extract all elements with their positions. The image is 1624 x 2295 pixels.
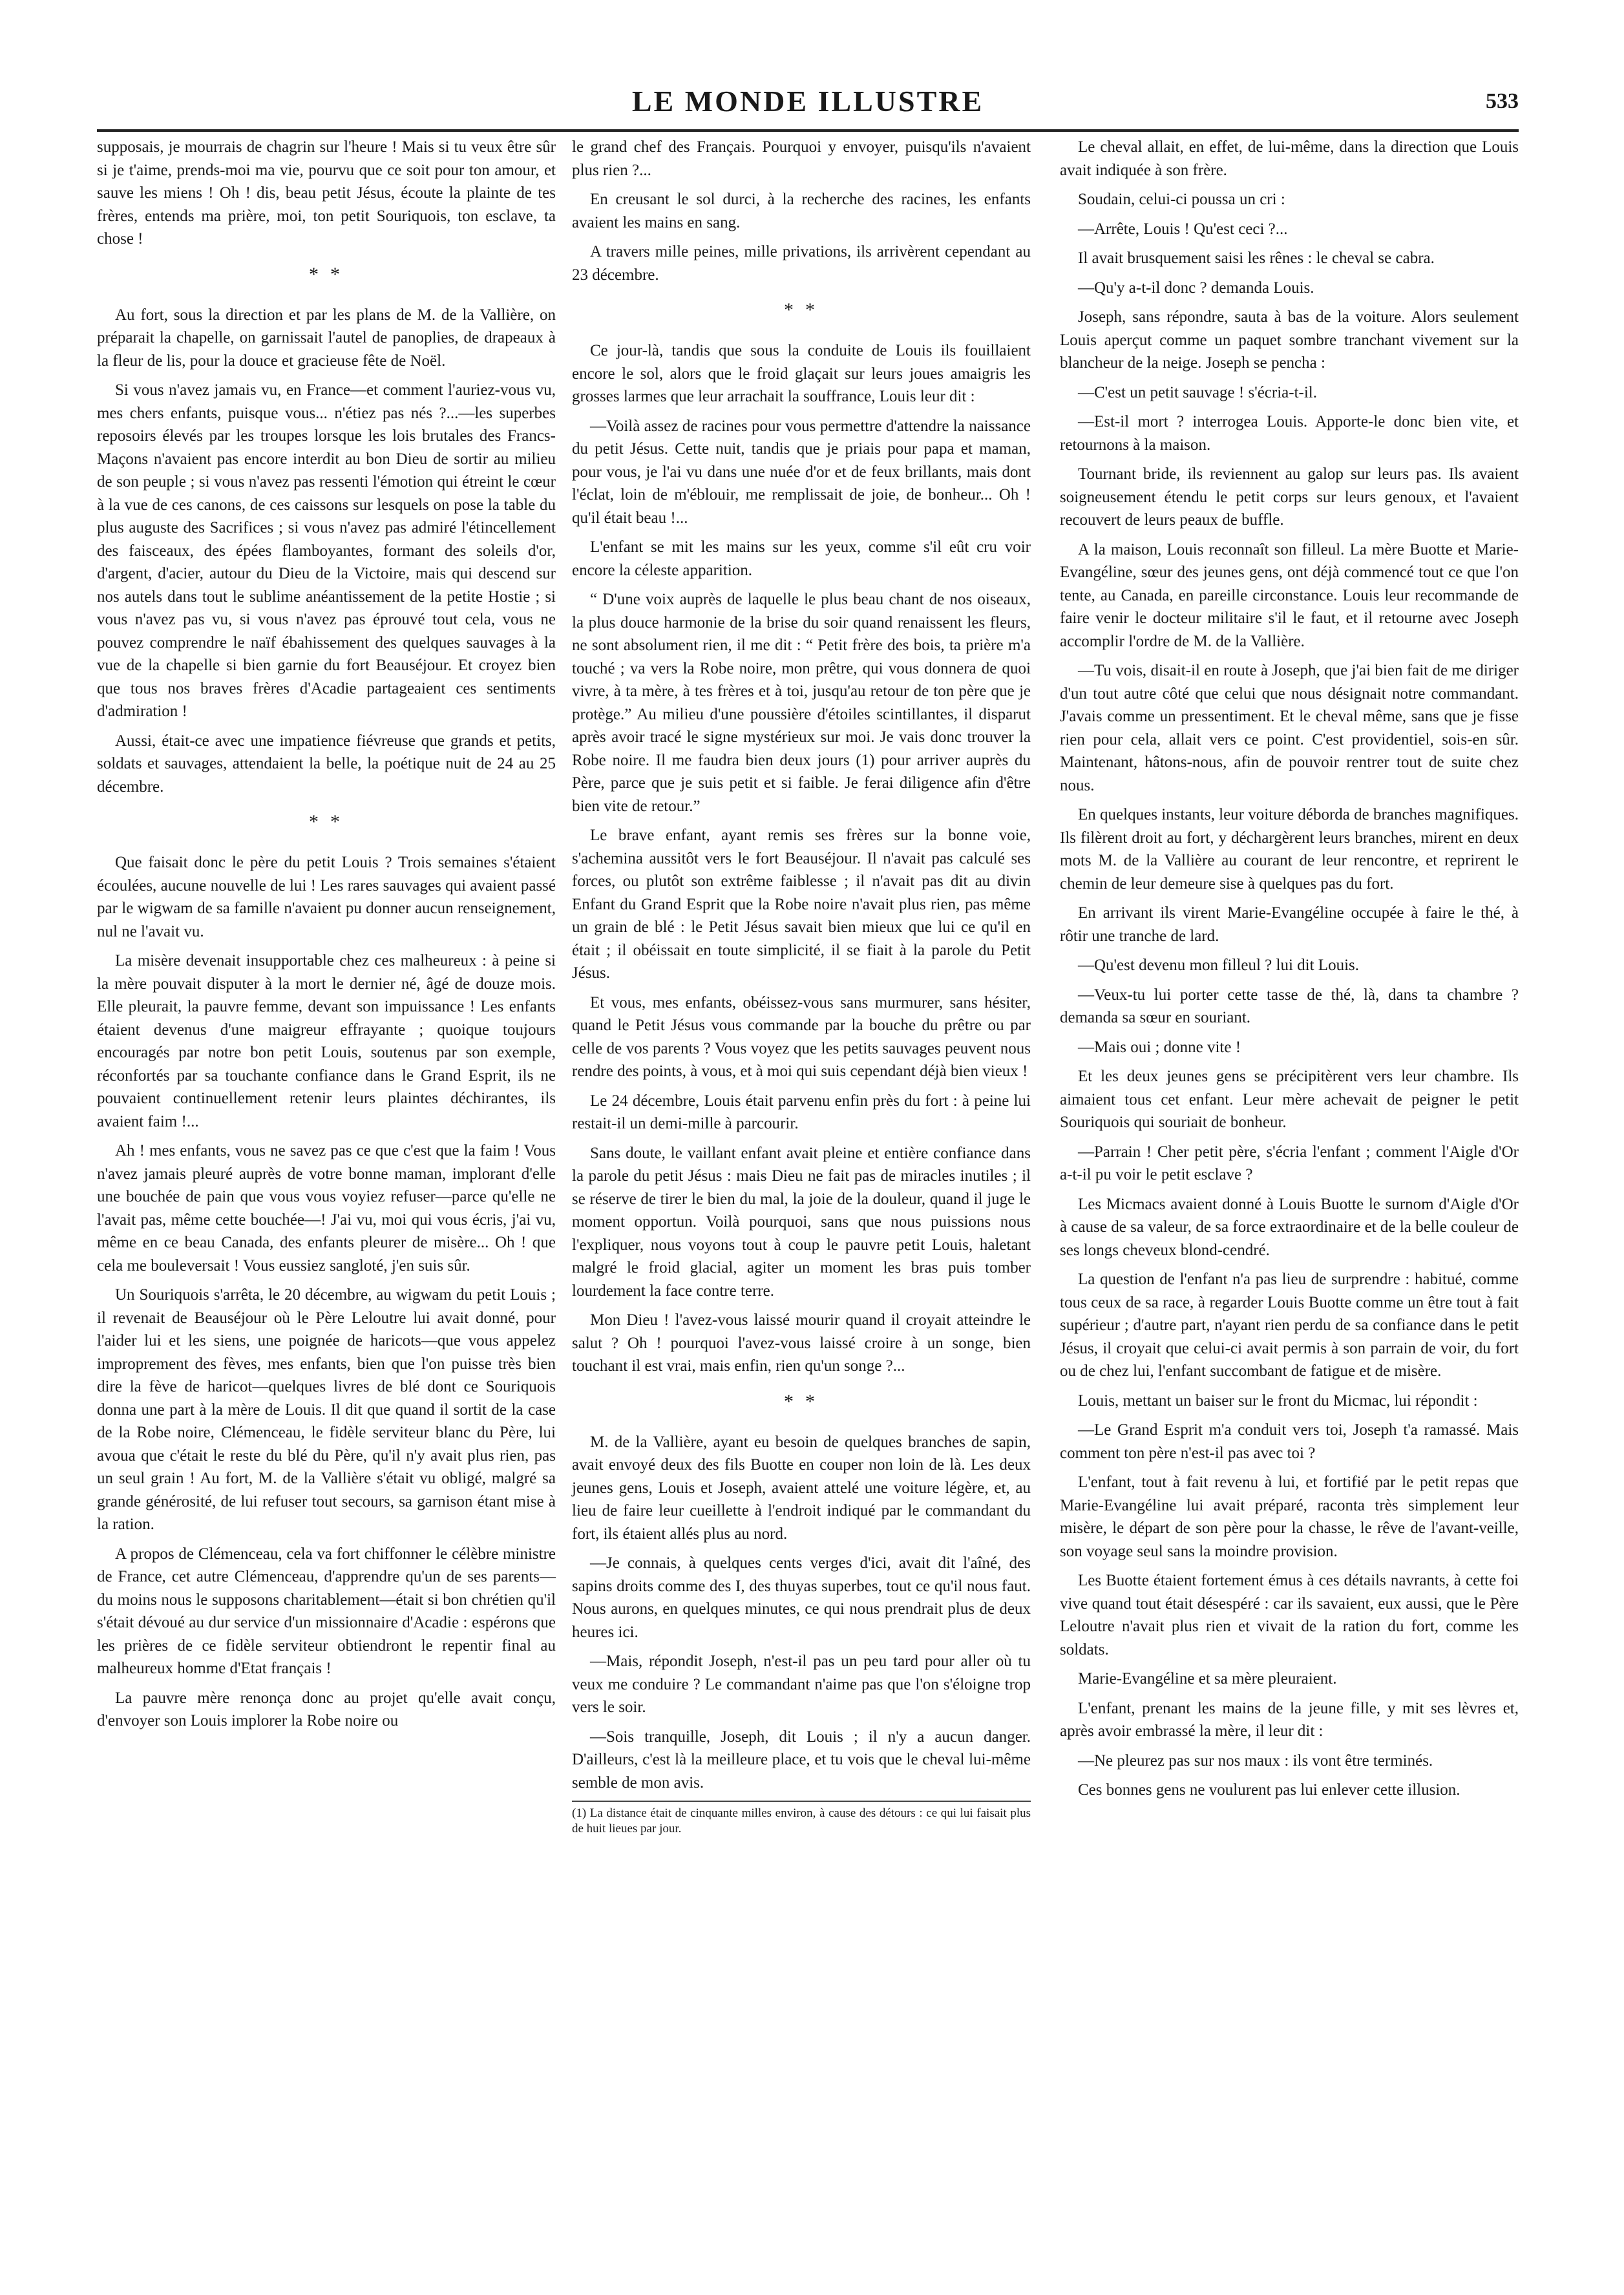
paragraph: L'enfant, tout à fait revenu à lui, et fortifié par le petit repas que Marie-Evangéline lui avait préparé, raconta très simplement leur misère, le départ de son père pour la chasse, le rêve de l'avant-veille, son voyage seul sans la moindre provision. [1060, 1474, 1519, 1560]
paragraph: A propos de Clémenceau, cela va fort chiffonner le célèbre ministre de France, cet autre Clémenceau, d'apprendre qu'un de ses parents—du moins nous le supposons charitablement—était si bon chrétien qu'il s'était dévoué au dur service d'un missionnaire d'Acadie : espérons que les prières de ce fidèle serviteur obtiendront le repentir final au malheureux homme d'Etat français ! [97, 1545, 556, 1677]
paragraph: Si vous n'avez jamais vu, en France—et comment l'auriez-vous vu, mes chers enfants, puisque vous... n'étiez pas nés ?...—les superbes reposoirs élevés par les troupes lorsque les lois brutales des Francs-Maçons n'avaient pas encore interdit au bon Dieu de sortir au milieu de son peuple ; si vous n'avez pas ressenti l'émotion qui étreint le cœur à la vue de ces canons, de ces caissons sur lesquels on pose la table du plus auguste des Sacrifices ; si vous n'avez pas admiré l'étincellement des faisceaux, des épées flamboyantes, formant des soleils d'or, d'argent, d'acier, autour du Dieu de la Victoire, mais qui descend sur nos autels dans tout le sublime anéantissement de la petite Hostie ; si vous n'avez pas vu, si vous n'avez pas éprouvé tout cela, vous ne pouvez comprendre le naïf ébahissement des quelques sauvages à la vue de la chapelle si bien garnie du fort Beauséjour. Et croyez bien que tous nos braves frères d'Acadie partageaient ces sentiments d'admiration ! [97, 381, 556, 720]
column-2 [572, 136, 1031, 1843]
section-separator: * * [783, 1390, 819, 1412]
column-1 [97, 136, 556, 1739]
paragraph: Marie-Evangéline et sa mère pleuraient. [1078, 1670, 1337, 1687]
paragraph: Mon Dieu ! l'avez-vous laissé mourir quand il croyait atteindre le salut ? Oh ! pourquoi l'avez-vous laissé croire à un songe, bien touchant il est vrai, mais enfin, rien qu'un songe ?... [572, 1311, 1031, 1375]
paragraph: La question de l'enfant n'a pas lieu de surprendre : habitué, comme tous ceux de sa race, à regarder Louis Buotte comme un être tout à fait supérieur ; d'autre part, n'ayant rien perdu de sa confiance dans le petit Jésus, il croyait que celui-ci avait permis à son parrain de voir, du fort ou de chez lui, l'enfant succombant de fatigue et de misère. [1060, 1271, 1519, 1380]
paragraph: Que faisait donc le père du petit Louis ? Trois semaines s'étaient écoulées, aucune nouvelle de lui ! Les rares sauvages qui avaient passé par le wigwam de sa famille n'avaient pu donner aucun renseignement, nul ne l'avait vu. [97, 854, 556, 940]
paragraph: —Tu vois, disait-il en route à Joseph, que j'ai bien fait de me diriger d'un tout autre côté que celui que nous désignait notre commandant. J'avais comme un pressentiment. Et le cheval même, sans que je fisse rien pour cela, allait vers ce point. C'est providentiel, sois-en sûr. Maintenant, hâtons-nous, afin de pouvoir rentrer tout de suite chez nous. [1060, 662, 1519, 794]
section-separator: * * [308, 263, 344, 285]
section-separator: * * [783, 299, 819, 321]
paragraph: —Qu'est devenu mon filleul ? lui dit Louis. [1078, 957, 1359, 974]
paragraph: L'enfant, prenant les mains de la jeune fille, y mit ses lèvres et, après avoir embrassé la mère, il leur dit : [1060, 1699, 1519, 1740]
paragraph: —Qu'y a-t-il donc ? demanda Louis. [1078, 279, 1314, 297]
paragraph: Soudain, celui-ci poussa un cri : [1078, 191, 1285, 208]
paragraph: —Mais, répondit Joseph, n'est-il pas un peu tard pour aller où tu veux me conduire ? Le commandant n'aime pas que l'on s'éloigne trop vers le soir. [572, 1653, 1031, 1716]
section-separator: * * [308, 811, 344, 832]
paragraph: —Arrête, Louis ! Qu'est ceci ?... [1078, 220, 1288, 238]
paragraph: —Est-il mort ? interrogea Louis. Apporte-le donc bien vite, et retournons à la maison. [1060, 413, 1519, 454]
paragraph: Il avait brusquement saisi les rênes : le cheval se cabra. [1078, 249, 1435, 267]
paragraph: —Je connais, à quelques cents verges d'ici, avait dit l'aîné, des sapins droits comme des I, des thuyas superbes, tout ce qu'il nous faut. Nous aurons, en quelques minutes, ce qui nous prendrait plus de deux heures ici. [572, 1554, 1031, 1641]
paragraph: Au fort, sous la direction et par les plans de M. de la Vallière, on préparait la chapelle, on garnissait l'autel de panoplies, de drapeaux à la fleur de lis, pour la douce et gracieuse fête de Noël. [97, 306, 556, 370]
page-header [97, 78, 1519, 132]
paragraph: supposais, je mourrais de chagrin sur l'heure ! Mais si tu veux être sûr si je t'aime, prends-moi ma vie, pourvu que ce soit pour ton amour, et sauve les miens ! Oh ! dis, beau petit Jésus, écoute la plainte de tes frères, entends ma prière, moi, ton petit Souriquois, ton esclave, ta chose ! [97, 138, 556, 248]
paragraph: Louis, mettant un baiser sur le front du Micmac, lui répondit : [1078, 1391, 1478, 1410]
paragraph: —Mais oui ; donne vite ! [1078, 1038, 1241, 1056]
paragraph: —Voilà assez de racines pour vous permettre d'attendre la naissance du petit Jésus. Cette nuit, tandis que je priais pour papa et maman, pour vous, je l'ai vu dans une nuée d'or et de feux brillants, mais dont l'éclat, loin de m'éblouir, me remplissait de joie, de bonheur... Oh ! qu'il était beau !... [572, 417, 1031, 527]
paragraph: Et les deux jeunes gens se précipitèrent vers leur chambre. Ils aimaient tous cet enfant. Leur mère achevait de peigner le petit Souriquois qui souriait de bonheur. [1060, 1068, 1519, 1131]
paragraph: A la maison, Louis reconnaît son filleul. La mère Buotte et Marie-Evangéline, sœur des jeunes gens, ont déjà commencé tout ce que l'on tente, au Canada, en pareille circonstance. Louis leur recommande de faire venir le docteur militaire s'il le faut, et il retourne avec Joseph accomplir l'ordre de M. de la Vallière. [1060, 540, 1519, 650]
paragraph: Aussi, était-ce avec une impatience fiévreuse que grands et petits, soldats et sauvages, attendaient la belle, la poétique nuit de 24 au 25 décembre. [97, 732, 556, 796]
paragraph: En creusant le sol durci, à la recherche des racines, les enfants avaient les mains en sang. [572, 191, 1031, 231]
paragraph: Ce jour-là, tandis que sous la conduite de Louis ils fouillaient encore le sol, alors que le froid glaçait sur leurs joues amaigris les grosses larmes que leur arrachait la souffrance, Louis leur dit : [572, 342, 1031, 405]
paragraph: Les Micmacs avaient donné à Louis Buotte le surnom d'Aigle d'Or à cause de sa valeur, de sa force extraordinaire et de la belle couleur de ses longs cheveux blond-cendré. [1060, 1195, 1519, 1259]
page-number: 533 [1486, 89, 1519, 113]
masthead: LE MONDE ILLUSTRE [631, 85, 984, 118]
paragraph: Le 24 décembre, Louis était parvenu enfin près du fort : à peine lui restait-il un demi-mille à parcourir. [572, 1092, 1031, 1132]
paragraph: Tournant bride, ils reviennent au galop sur leurs pas. Ils avaient soigneusement étendu le petit corps sur leurs genoux, et l'avaient recouvert de leurs peaux de buffle. [1060, 465, 1519, 529]
column-3 [1060, 136, 1519, 1808]
paragraph: Ces bonnes gens ne voulurent pas lui enlever cette illusion. [1078, 1781, 1461, 1799]
paragraph: —Veux-tu lui porter cette tasse de thé, là, dans ta chambre ? demanda sa sœur en souriant. [1060, 986, 1519, 1026]
paragraph: La pauvre mère renonça donc au projet qu'elle avait conçu, d'envoyer son Louis implorer la Robe noire ou [97, 1689, 556, 1729]
paragraph: Le cheval allait, en effet, de lui-même, dans la direction que Louis avait indiquée à son frère. [1060, 138, 1519, 179]
paragraph: En arrivant ils virent Marie-Evangéline occupée à faire le thé, à rôtir une tranche de lard. [1060, 904, 1519, 945]
paragraph: “ D'une voix auprès de laquelle le plus beau chant de nos oiseaux, la plus douce harmonie de la brise du soir quand renaissent les fleurs, ne sont absolument rien, il me dit : “ Petit frère des bois, ta prière m'a touché ; va vers la Robe noire, mon prêtre, qui vous donnera de quoi vivre, à ta mère, à tes frères et à toi, jusqu'au retour de ton père que je protège.” Au milieu d'une poussière d'étoiles scintillantes, il disparut après avoir tracé le signe mystérieux sur moi. Je vais donc trouver la Robe noire. Il me faudra bien deux jours (1) pour arriver auprès du Père, parce que je suis petit et si faible. Je ferai diligence afin d'être bien vite de retour.” [572, 591, 1031, 815]
paragraph: M. de la Vallière, ayant eu besoin de quelques branches de sapin, avait envoyé deux des fils Buotte en couper non loin de là. Les deux jeunes gens, Louis et Joseph, avaient attelé une voiture légère, et, au lieu de faire leur cueillette à l'endroit indiqué par le commandant du fort, ils étaient allés plus au nord. [572, 1433, 1031, 1543]
paragraph: Le brave enfant, ayant remis ses frères sur la bonne voie, s'achemina aussitôt vers le fort Beauséjour. Il n'avait pas calculé ses forces, ou plutôt son extrême faiblesse ; il n'avait pas dit au divin Enfant du Grand Esprit que la Robe noire n'avait plus rien, pas même un grain de blé : le Petit Jésus savait bien mieux que lui ce qu'il en était ; il obéissait en toute simplicité, il se fiait à la parole du Petit Jésus. [572, 827, 1031, 982]
paragraph: —Ne pleurez pas sur nos maux : ils vont être terminés. [1078, 1751, 1433, 1770]
paragraph: Un Souriquois s'arrêta, le 20 décembre, au wigwam du petit Louis ; il revenait de Beauséjour où le Père Leloutre lui avait donné, pour l'aider lui et les siens, une poignée de haricots—que vous appelez improprement des fèves, mes enfants, bien que l'on puisse très bien dire la fève de haricot—quelques livres de blé dont ce Souriquois donna une part à la mère de Louis. Il dit que quand il sortit de la case de la Robe noire, Clémenceau, le fidèle serviteur blanc du Père, lui avoua que c'était le reste du blé du Père, qu'il n'y avait plus rien, pas un seul grain ! Au fort, M. de la Vallière s'était vu obligé, malgré sa grande générosité, de lui refuser tout secours, sa garnison étant mise à la ration. [97, 1286, 556, 1533]
paragraph: —Sois tranquille, Joseph, dit Louis ; il n'y a aucun danger. D'ailleurs, c'est là la meilleure place, et tu vois que le cheval lui-même semble de mon avis. [572, 1728, 1031, 1792]
paragraph: Et vous, mes enfants, obéissez-vous sans murmurer, sans hésiter, quand le Petit Jésus vous commande par la bouche du prêtre ou par celle de vos parents ? Vous voyez que les petits sauvages peuvent nous rendre des points, à vous, et à moi qui suis cependant déjà bien vieux ! [572, 993, 1031, 1080]
paragraph: le grand chef des Français. Pourquoi y envoyer, puisqu'ils n'avaient plus rien ?... [572, 138, 1031, 179]
footnote: (1) La distance était de cinquante milles environ, à cause des détours : ce qui lui faisait plus de huit lieues par jour. [572, 1806, 1031, 1835]
paragraph: En quelques instants, leur voiture déborda de branches magnifiques. Ils filèrent droit au fort, y déchargèrent leurs branches, mirent en deux mots M. de la Vallière au courant de leur rencontre, et reprirent le chemin de leur demeure sise à quelques pas du fort. [1060, 806, 1519, 893]
paragraph: Joseph, sans répondre, sauta à bas de la voiture. Alors seulement Louis aperçut comme un paquet sombre tranchant vivement sur la blancheur de la neige. Joseph se pencha : [1060, 308, 1519, 372]
paragraph: A travers mille peines, mille privations, ils arrivèrent cependant au 23 décembre. [572, 243, 1031, 284]
paragraph: L'enfant se mit les mains sur les yeux, comme s'il eût cru voir encore la céleste apparition. [572, 538, 1031, 579]
paragraph: La misère devenait insupportable chez ces malheureux : à peine si la mère pouvait disputer à la mort le dernier né, âgé de douze mois. Elle pleurait, la pauvre femme, devant son impuissance ! Les enfants étaient devenus d'une maigreur effrayante ; quoique toujours encouragés par notre bon petit Louis, soutenus par son exemple, réconfortés par sa touchante confiance dans le Grand Esprit, ils ne pouvaient continuellement retenir leurs plaintes déchirantes, ils avaient faim !... [97, 952, 556, 1130]
paragraph: Ah ! mes enfants, vous ne savez pas ce que c'est que la faim ! Vous n'avez jamais pleuré auprès de votre bonne maman, implorant d'elle une bouchée de pain que vous vous voyiez refuser—parce qu'elle ne l'avait pas, même cette bouchée—! J'ai vu, moi qui vous écris, j'ai vu, même en ce beau Canada, des enfants pleurer de misère... Oh ! que cela me bouleversait ! Vous eussiez sangloté, j'en suis sûr. [97, 1142, 556, 1274]
paragraph: —Parrain ! Cher petit père, s'écria l'enfant ; comment l'Aigle d'Or a-t-il pu voir le petit esclave ? [1060, 1143, 1519, 1183]
footnote-rule [572, 1801, 1031, 1802]
paragraph: —Le Grand Esprit m'a conduit vers toi, Joseph t'a ramassé. Mais comment ton père n'est-il pas avec toi ? [1060, 1421, 1519, 1462]
paragraph: Les Buotte étaient fortement émus à ces détails navrants, à cette foi vive quand tout était désespéré : car ils savaient, eux aussi, que le Père Leloutre n'avait plus rien et vivait de la ration du fort, comme les soldats. [1060, 1572, 1519, 1658]
paragraph: Sans doute, le vaillant enfant avait pleine et entière confiance dans la parole du petit Jésus : mais Dieu ne fait pas de miracles inutiles ; il se réserve de tirer le bien du mal, la joie de la douleur, quand il juge le moment opportun. Voilà pourquoi, sans que nous puissions nous l'expliquer, nous voyons tout à coup le pauvre petit Louis, haletant malgré le froid glacial, agiter un moment les bras puis tomber lourdement la face contre terre. [572, 1144, 1031, 1300]
paragraph: —C'est un petit sauvage ! s'écria-t-il. [1078, 383, 1318, 401]
